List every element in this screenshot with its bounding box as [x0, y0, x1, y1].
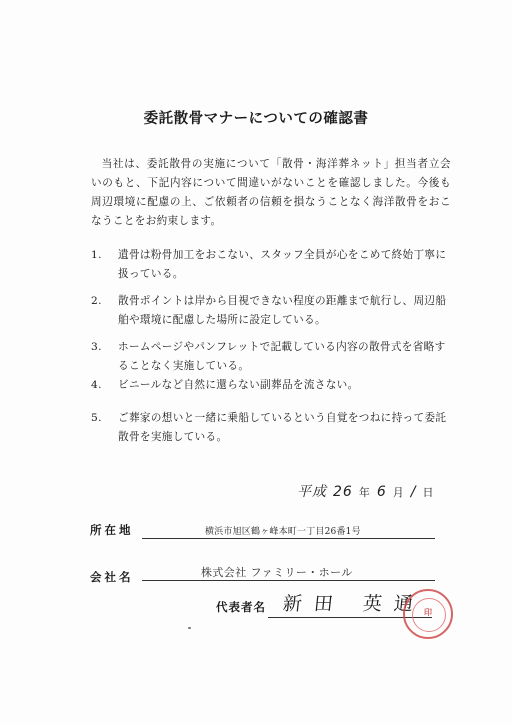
- handwritten-signature: 新田 英通: [281, 593, 427, 615]
- list-item: [91, 376, 451, 395]
- address-label: 所在地: [90, 523, 134, 537]
- date-year-unit: 年: [358, 486, 371, 499]
- date-year: 26: [333, 484, 353, 500]
- item-text: 遺骨は粉骨加工をおこない、スタッフ全員が心をこめて終始丁寧に扱っている。: [118, 249, 447, 280]
- list-item: [91, 409, 451, 447]
- list-item: [91, 338, 451, 376]
- date-month: 6: [376, 484, 387, 500]
- document-title: 委託散骨マナーについての確認書: [143, 110, 369, 127]
- date-day-unit: 日: [422, 486, 435, 499]
- seal-glyph: 印: [424, 607, 432, 617]
- item-text: ホームページやパンフレットで記載している内容の散骨式を省略することなく実施している。: [118, 341, 446, 372]
- date-day: /: [410, 484, 417, 500]
- representative-label: 代表者名: [216, 600, 266, 614]
- item-number: 2.: [91, 295, 102, 307]
- item-number: 4.: [91, 379, 102, 391]
- date-era: 平成: [297, 484, 327, 500]
- company-seal: [403, 589, 453, 639]
- item-text: 散骨ポイントは岸から目視できない程度の距離まで航行し、周辺船舶や環境に配慮した場所に設定している。: [118, 295, 447, 326]
- item-text: ビニールなど自然に還らない副葬品を流さない。: [118, 379, 359, 391]
- address-underline: [142, 538, 435, 539]
- date-month-unit: 月: [392, 486, 405, 499]
- list-item: [91, 246, 451, 284]
- scan-speck: [188, 627, 191, 629]
- item-number: 1.: [91, 249, 102, 261]
- address-value: 横浜市旭区鶴ヶ峰本町一丁目26番1号: [205, 527, 361, 537]
- list-item: [91, 292, 451, 330]
- item-number: 3.: [91, 341, 102, 353]
- item-number: 5.: [91, 412, 102, 424]
- item-text: ご葬家の想いと一緒に乗船しているという自覚をつねに持って委託散骨を実施している。: [118, 412, 447, 443]
- intro-paragraph: 当社は、委託散骨の実施について「散骨・海洋葬ネット」担当者立会いのもと、下記内容について間違いがないことを確認しました。今後も周辺環境に配慮の上、ご依頼者の信頼を損なうことなく海洋散骨をおこなうことをお約束します。: [91, 158, 451, 227]
- handwritten-date: [297, 481, 440, 501]
- company-label: 会社名: [90, 570, 134, 584]
- company-value: 株式会社 ファミリー・ホール: [201, 566, 353, 579]
- company-underline: [142, 580, 435, 581]
